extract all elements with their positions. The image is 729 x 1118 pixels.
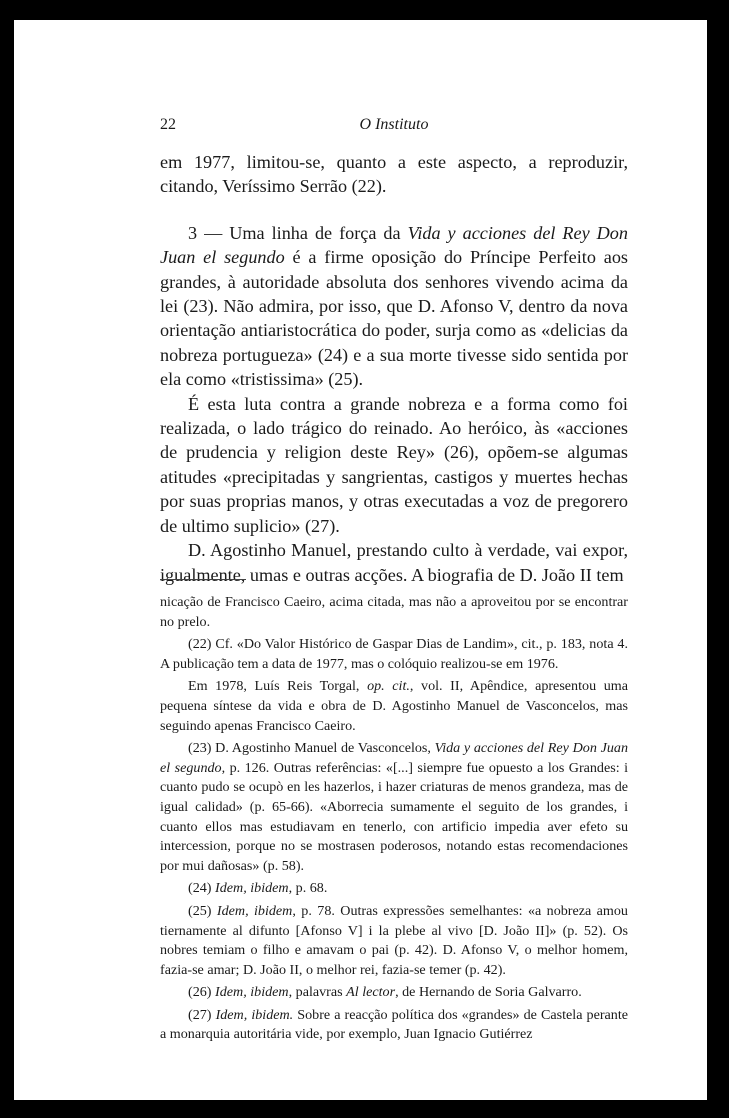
footnote: nicação de Francisco Caeiro, acima citada, mas não a aproveitou por se encontrar no prelo. — [160, 594, 628, 630]
footnote-26: (26) Idem, ibidem, palavras Al lector, de Hernando de Soria Galvarro. — [188, 984, 582, 1001]
paragraph: É esta luta contra a grande nobreza e a forma como foi realizada, o lado trágico do reinado. Ao heróico, às «acciones de prudencia y religion deste Rey» (26), opõem-se algumas atitudes «precipitadas y sangrientas, castigos y muertes hechas por suas proprias manos, y otras executadas a voz de pregorero de ultimo suplicio» (27). — [160, 393, 628, 536]
page-header — [160, 116, 628, 140]
paragraph: em 1977, limitou-se, quanto a este aspecto, a reproduzir, citando, Veríssimo Serrão (22). — [160, 152, 628, 197]
footnote-22: (22) Cf. «Do Valor Histórico de Gaspar Dias de Landim», cit., p. 183, nota 4. A publicação tem a data de 1977, mas o colóquio realizou-se em 1976. — [160, 636, 628, 672]
footnote-22-cont: Em 1978, Luís Reis Torgal, op. cit., vol. II, Apêndice, apresentou uma pequena síntese da vida e obra de D. Agostinho Manuel de Vasconcelos, mas seguindo apenas Francisco Caeiro. — [160, 678, 628, 734]
footnote-divider — [160, 579, 246, 580]
paragraph: D. Agostinho Manuel, prestando culto à verdade, vai expor, igualmente, umas e outras acções. A biografia de D. João II tem — [160, 540, 628, 585]
running-title: O Instituto — [359, 116, 429, 133]
footnote-25: (25) Idem, ibidem, p. 78. Outras expressões semelhantes: «a nobreza amou tiernamente al difunto [Afonso V] i la plebe al vivo [D. João II]» (p. 52). Os nobres temiam o filho e amavam o pai (p. 42). D. Afonso V, o melhor homem, fazia-se amar; D. João II, o melhor rei, fazia-se temer (p. 42). — [160, 902, 628, 978]
main-text — [160, 150, 628, 587]
footnote-27: (27) Idem, ibidem. Sobre a reacção política dos «grandes» de Castela perante a monarquia autoritária vide, por exemplo, Juan Ignacio Gutiérrez — [160, 1006, 629, 1043]
paragraph: 3 — Uma linha de força da Vida y acciones del Rey Don Juan el segundo é a firme oposição do Príncipe Perfeito aos grandes, à autoridade absoluta dos senhores vivendo acima da lei (23). Não admira, por isso, que D. Afonso V, dentro da nova orientação antiaristocrática do poder, surja como as «delicias da nobreza portugueza» (24) e a sua morte tivesse sido sentida por ela como «tristissima» (25). — [160, 222, 628, 390]
footnote-24: (24) Idem, ibidem, p. 68. — [188, 880, 328, 897]
page-number: 22 — [160, 116, 176, 133]
work-title: Vida y acciones del Rey Don Juan el segundo — [160, 222, 628, 268]
footnotes — [160, 593, 628, 1045]
footnote-23: (23) D. Agostinho Manuel de Vasconcelos, Vida y acciones del Rey Don Juan el segundo, p. 126. Outras referências: «[...] siempre fue opuesto a los Grandes: i cuanto pudo se ocupò en les hazerlos, i hazer criaturas de menos grandeza, mas de igual calidad» (p. 65-66). «Aborrecia sumamente el seguito de los grandes, i cuanto ellos mas estudiavam en tenerlo, con artificio impedia aver efeto su intercession, porque no se mostrasen poderosos, notando estas recomendaciones por mui dañosas» (p. 58). — [160, 740, 629, 874]
